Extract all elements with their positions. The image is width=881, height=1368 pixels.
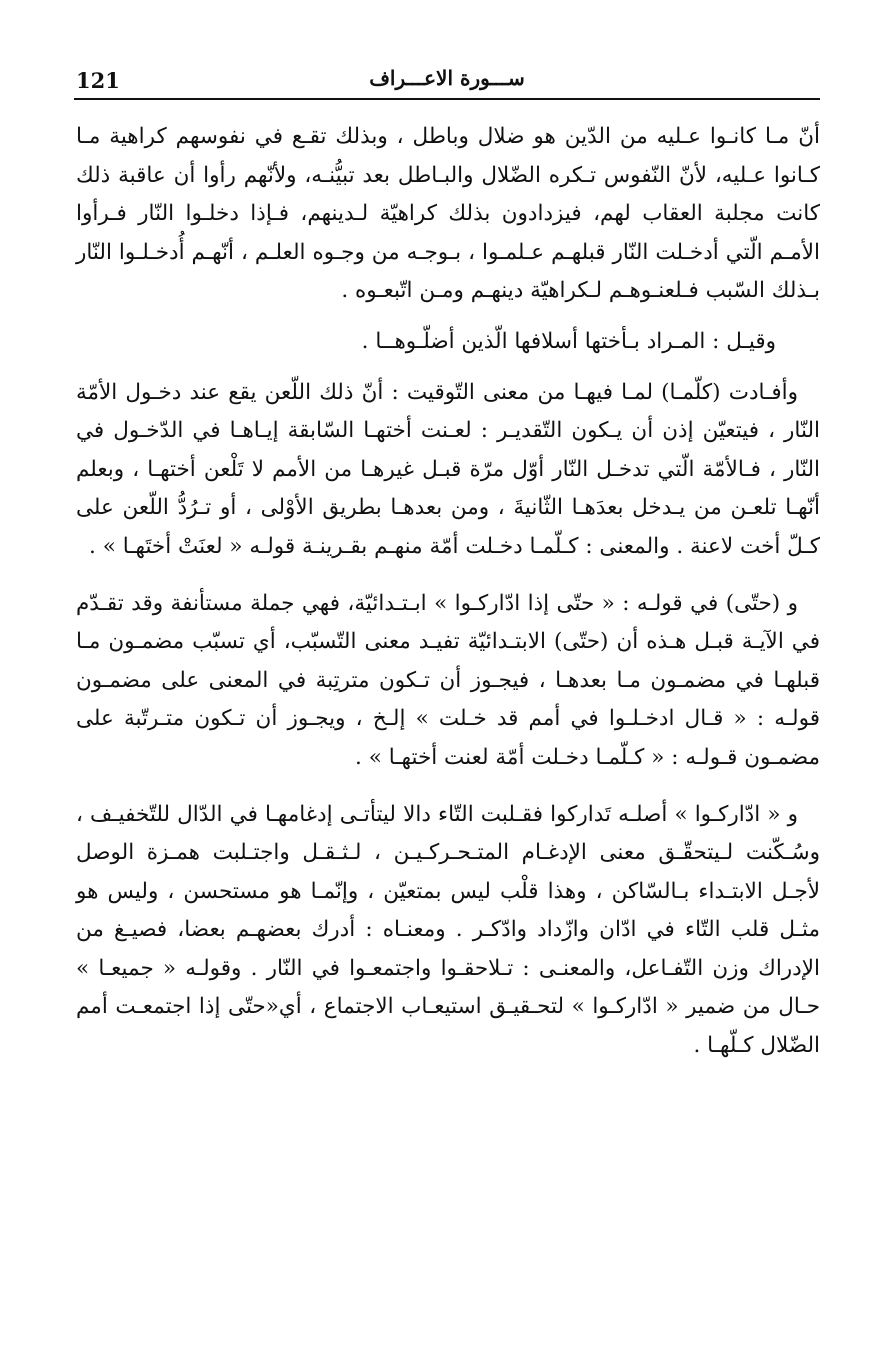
page-body (76, 118, 820, 1066)
page-number: 121 (76, 68, 120, 93)
surah-title: ســـورة الاعـــراف (369, 66, 525, 90)
paragraph-4: و (حتّى) في قولـه : « حتّى إذا ادّاركـوا » ابـتـدائيّة، فهي جملة مستأنفة وقد تقـدّم في الآيـة قبـل هـذه أن (حتّى) الابتـدائيّة تفيـد معنى التّسبّب، أي تسبّب مضمـون مـا قبلهـا في مضمـون مـا بعدهـا ، فيجـوز أن تـكون مترتِبة في المعنى على مضمـون قولـه : « قـال ادخـلـوا في أمم قد خـلت » إلـخ ، ويجـوز أن تـكون متـرتّبة على مضمـون قـولـه : « كـلّمـا دخـلت أمّة لعنت أختهـا » . (76, 590, 820, 770)
page-header (74, 62, 820, 100)
paragraph-5: و « ادّاركـوا » أصلـه تَداركوا فقـلبت التّاء دالا ليتأتـى إدغامهـا في الدّال للتّخفيـف ، وسُـكّنت لـيتحقّـق معنى الإدغـام المتـحـركـيـن ، لـثـقـل واجتـلبت همـزة الوصل لأجـل الابتـداء بـالسّاكن ، وهذا قلْب ليس بمتعيّن ، وإنّمـا هو مستحسن ، وليس هو مثـل قلب التّاء في ادّان وازّداد وادّكـر . ومعنـاه : أدرك بعضهـم بعضا، فصيـغ من الإدراك وزن التّفـاعل، والمعنـى : تـلاحقـوا واجتمعـوا في النّار . وقولـه « جميعـا » حـال من ضمير « ادّاركـوا » لتحـقيـق استيعـاب الاجتماع ، أي«حتّى إذا اجتمعـت أمم الضّلال كـلّهـا . (76, 801, 820, 1059)
paragraph-1: أنّ مـا كانـوا عـليه من الدّين هو ضلال وباطل ، وبذلك تقـع في نفوسهم كراهية مـا كـانوا عـليه، لأنّ النّفوس تـكره الضّلال والبـاطل بعد تبيُّنـه، ولأنّهم رأوا أن عاقبة ذلك كانت مجلبة العقاب لهم، فيزدادون بذلك كراهيّة لـدينهم، فـإذا دخلـوا النّار فـرأوا الأمـم الّتي أدخـلت النّار قبلهـم عـلمـوا ، بـوجـه من وجـوه العلـم ، أنّهـم أُدخـلـوا النّار بـذلك السّبب فـلعنـوهـم لـكراهيّة دينهـم ومـن اتّبعـوه . (76, 124, 820, 304)
paragraph-3: وأفـادت (كلّمـا) لمـا فيهـا من معنى التّوقيت : أنّ ذلك اللّعن يقع عند دخـول الأمّة النّار ، فيتعيّن إذن أن يـكون التّقديـر : لعـنت أختهـا السّابقة إيـاهـا في الدّخـول في النّار ، فـالأمّة الّتي تدخـل النّار أوّل مرّة قبـل غيرهـا من الأمم لا تَلْعن أختهـا ، وبعلم أنّهـا تلعـن من يـدخل بعدَهـا الثّانيةَ ، ومن بعدهـا بطريق الأوْلى ، أو تـرُدُّ اللّعن على كـلّ أخت لاعنة . والمعنى : كـلّمـا دخـلت أمّة منهـم بقـرينـة قولـه « لعنَتْ أختَهـا » . (76, 379, 820, 559)
paragraph-2: وقيـل : المـراد بـأختها أسلافها الّذين أضلّـوهــا . (361, 328, 776, 354)
